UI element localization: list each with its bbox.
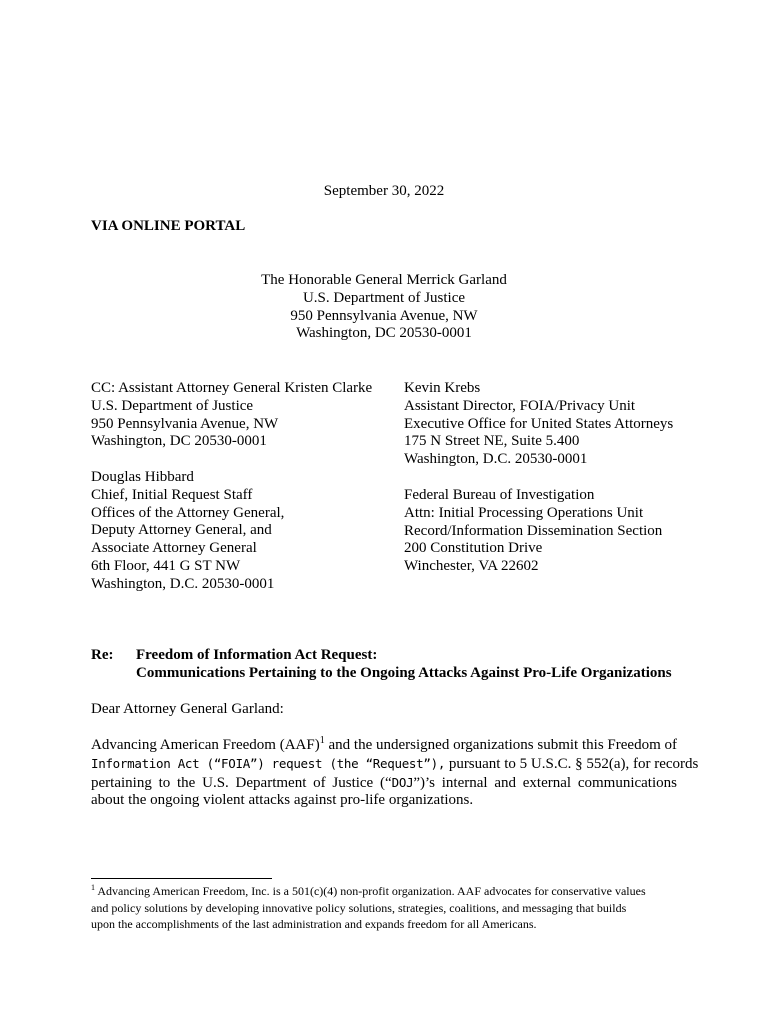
cc-line: Offices of the Attorney General, (91, 504, 285, 521)
cc-line: Kevin Krebs (404, 380, 481, 396)
footnote-line: and policy solutions by developing innovative policy solutions, strategies, coalitions, and messaging that builds (91, 900, 627, 915)
cc-block-hibbard (91, 469, 284, 594)
recipient-city: Washington, DC 20530-0001 (296, 325, 472, 342)
cc-line: Washington, D.C. 20530-0001 (404, 451, 588, 468)
cc-line: CC: Assistant Attorney General Kristen Clarke (91, 380, 373, 396)
body-text: pursuant to 5 U.S.C. § 552(a), for records (445, 755, 699, 772)
footnote-divider (91, 878, 272, 879)
cc-line: Chief, Initial Request Staff (91, 486, 253, 503)
body-paragraph (91, 735, 699, 810)
body-text: pertaining to the U.S. Department of Justice (“ (91, 774, 392, 791)
subject-description: Communications Pertaining to the Ongoing Attacks Against Pro-Life Organizations (136, 664, 672, 681)
letter-date: September 30, 2022 (323, 183, 445, 199)
cc-line: Attn: Initial Processing Operations Unit (404, 504, 644, 521)
cc-line: Associate Attorney General (91, 540, 257, 557)
cc-line: U.S. Department of Justice (91, 397, 254, 414)
cc-block-krebs (404, 380, 673, 469)
body-text: and the undersigned organizations submit this Freedom of (324, 737, 677, 753)
body-line: about the ongoing violent attacks against pro-life organizations. (91, 792, 474, 809)
delivery-method: VIA ONLINE PORTAL (91, 218, 246, 234)
cc-line: 175 N Street NE, Suite 5.400 (404, 433, 580, 450)
cc-line: Douglas Hibbard (91, 469, 194, 485)
subject-title: Freedom of Information Act Request: (136, 647, 378, 663)
footnote-line: upon the accomplishments of the last administration and expands freedom for all Americans. (91, 917, 537, 931)
body-text: DOJ (391, 774, 414, 790)
body-text: Information Act (“FOIA”) request (the “Request”), (91, 755, 446, 771)
cc-block-fbi (404, 487, 662, 576)
cc-block-clarke (91, 380, 372, 451)
footnote-text: Advancing American Freedom, Inc. is a 501(c)(4) non-profit organization. AAF advocates for conservative values (95, 884, 646, 898)
salutation: Dear Attorney General Garland: (91, 701, 284, 717)
subject-label: Re: (91, 647, 114, 663)
subject-line (136, 647, 672, 683)
footnote-reference: 1 (319, 735, 325, 746)
cc-line: Assistant Director, FOIA/Privacy Unit (404, 397, 636, 414)
recipient-street: 950 Pennsylvania Avenue, NW (290, 307, 478, 324)
footnote (91, 883, 677, 933)
body-line (91, 774, 677, 793)
body-text: Advancing American Freedom (AAF) (91, 737, 320, 753)
body-line (91, 755, 699, 774)
cc-line: Deputy Attorney General, and (91, 522, 272, 539)
recipient-address-block (0, 272, 768, 343)
recipient-name: The Honorable General Merrick Garland (261, 272, 507, 288)
cc-line: Federal Bureau of Investigation (404, 487, 595, 503)
cc-line: Record/Information Dissemination Section (404, 522, 663, 539)
body-line (91, 737, 677, 755)
cc-line: 6th Floor, 441 G ST NW (91, 557, 241, 574)
cc-line: 200 Constitution Drive (404, 540, 543, 557)
cc-line: Washington, D.C. 20530-0001 (91, 575, 275, 592)
footnote-marker: 1 (91, 883, 95, 892)
recipient-department: U.S. Department of Justice (302, 289, 466, 306)
footnote-line (91, 883, 677, 900)
cc-line: Washington, DC 20530-0001 (91, 433, 267, 450)
cc-line: Winchester, VA 22602 (404, 558, 539, 575)
body-text: ”)’s internal and external communications (413, 774, 677, 791)
cc-line: 950 Pennsylvania Avenue, NW (91, 415, 279, 432)
cc-line: Executive Office for United States Attorneys (404, 415, 674, 432)
